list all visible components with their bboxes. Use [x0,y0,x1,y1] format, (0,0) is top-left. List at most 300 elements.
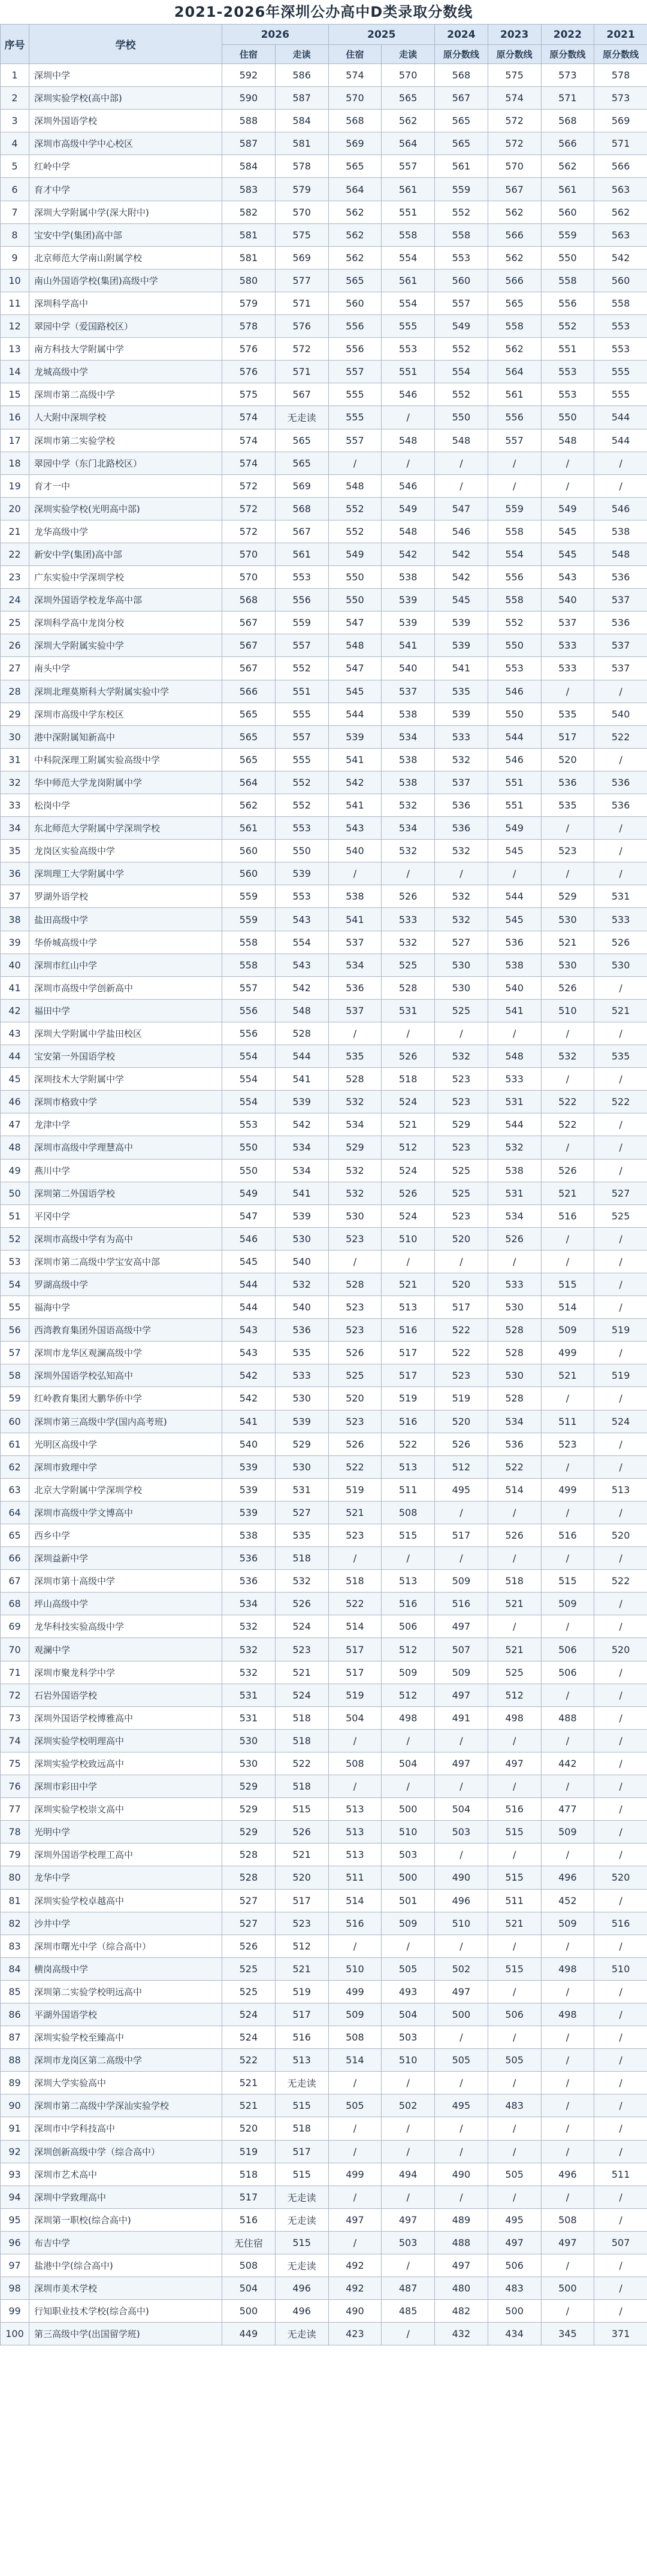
score-2021: 522 [594,725,647,748]
score-2024: 525 [435,999,488,1022]
score-2025-boarding: 532 [328,1091,382,1113]
score-2025-boarding: 538 [328,885,382,908]
table-row [1,1342,647,1364]
score-2023: 512 [488,1684,541,1706]
score-2024: 536 [435,817,488,840]
row-number: 70 [1,1638,29,1661]
school-name: 深圳大学附属中学盐田校区 [29,1022,222,1045]
table-row [1,2231,647,2254]
school-name: 沙井中学 [29,1912,222,1935]
score-2025-day: 528 [382,976,435,999]
school-name: 东北师范大学附属中学深圳学校 [29,817,222,840]
score-2022: 556 [541,292,594,314]
table-row [1,338,647,361]
table-row [1,725,647,748]
subheader-2026-boarding: 住宿 [222,45,276,64]
row-number: 58 [1,1364,29,1387]
score-2022: 549 [541,497,594,520]
score-2026-day: 无走读 [275,2254,328,2277]
score-2026-boarding: 516 [222,2208,276,2231]
score-2023: 566 [488,269,541,292]
score-2025-day: / [382,452,435,474]
score-2026-day: 556 [275,589,328,612]
row-number: 85 [1,1980,29,2003]
score-2025-boarding: 522 [328,1455,382,1478]
score-2025-day: 516 [382,1410,435,1433]
score-2022: / [541,817,594,840]
score-2025-day: / [382,2323,435,2345]
score-2021: / [594,1889,647,1912]
score-2026-boarding: 522 [222,2049,276,2072]
score-2025-day: 564 [382,132,435,155]
score-2021: / [594,1706,647,1729]
row-number: 97 [1,2254,29,2277]
school-name: 南山外国语学校(集团)高级中学 [29,269,222,292]
score-2026-boarding: 532 [222,1661,276,1684]
score-2021: 573 [594,87,647,110]
score-2023: 521 [488,1912,541,1935]
score-2024: 497 [435,1615,488,1638]
score-2026-day: 540 [275,1250,328,1273]
school-name: 人大附中深圳学校 [29,406,222,429]
row-number: 1 [1,64,29,87]
school-name: 第三高级中学(出国留学班) [29,2323,222,2345]
score-2022: 506 [541,1638,594,1661]
score-2021: 530 [594,953,647,976]
score-2022: / [541,1775,594,1798]
school-name: 深圳市红山中学 [29,953,222,976]
score-2021: / [594,1227,647,1250]
score-2025-boarding: 557 [328,361,382,383]
score-2023: 500 [488,2300,541,2323]
row-number: 38 [1,908,29,931]
score-2026-day: 535 [275,1342,328,1364]
score-2025-boarding: 530 [328,1204,382,1227]
score-2026-boarding: 530 [222,1729,276,1752]
score-2026-day: 515 [275,1798,328,1821]
school-name: 燕川中学 [29,1159,222,1182]
row-number: 54 [1,1273,29,1295]
score-2026-boarding: 520 [222,2117,276,2140]
score-2026-day: 522 [275,1752,328,1775]
table-row [1,1068,647,1091]
table-row [1,292,647,314]
score-2024: / [435,474,488,497]
school-name: 福海中学 [29,1296,222,1319]
score-2025-boarding: / [328,2185,382,2208]
score-2022: 509 [541,1319,594,1342]
score-2022: 523 [541,1433,594,1455]
score-2025-boarding: 510 [328,1957,382,1980]
score-2026-day: 534 [275,1136,328,1159]
score-2026-boarding: 504 [222,2277,276,2300]
table-row [1,2208,647,2231]
score-2025-day: / [382,862,435,885]
score-2025-boarding: 423 [328,2323,382,2345]
row-number: 46 [1,1091,29,1113]
school-name: 深圳实验学校至臻高中 [29,2026,222,2049]
table-row [1,657,647,680]
score-2025-boarding: 520 [328,1387,382,1410]
table-row [1,2003,647,2026]
score-2021: / [594,452,647,474]
score-2026-day: 565 [275,452,328,474]
school-name: 龙津中学 [29,1113,222,1136]
score-2022: 523 [541,840,594,862]
school-name: 南方科技大学附属中学 [29,338,222,361]
score-2024: 500 [435,2003,488,2026]
score-2024: 520 [435,1273,488,1295]
row-number: 19 [1,474,29,497]
score-2023: 526 [488,1227,541,1250]
score-2023: 575 [488,64,541,87]
table-row [1,361,647,383]
score-2023: 521 [488,1638,541,1661]
table-row [1,1752,647,1775]
score-2024: 495 [435,1478,488,1501]
score-2026-day: 570 [275,201,328,223]
score-2025-day: 485 [382,2300,435,2323]
score-2025-boarding: 536 [328,976,382,999]
score-2026-boarding: 587 [222,132,276,155]
score-2026-boarding: 588 [222,110,276,132]
score-2022: 521 [541,931,594,953]
row-number: 2 [1,87,29,110]
score-2021: 542 [594,246,647,269]
score-2022: / [541,2140,594,2163]
school-name: 红岭中学 [29,155,222,178]
score-2024: / [435,1844,488,1866]
score-2025-day: 534 [382,725,435,748]
score-2026-day: 541 [275,1182,328,1204]
score-2024: 523 [435,1204,488,1227]
score-2024: 557 [435,292,488,314]
school-name: 深圳外国语学校 [29,110,222,132]
score-2021: / [594,1729,647,1752]
score-2024: 527 [435,931,488,953]
row-number: 86 [1,2003,29,2026]
score-2024: 532 [435,908,488,931]
row-number: 68 [1,1593,29,1615]
score-2025-boarding: 499 [328,1980,382,2003]
score-2025-day: 509 [382,1912,435,1935]
score-2021: / [594,2026,647,2049]
school-name: 深圳实验学校崇文高中 [29,1798,222,1821]
score-2024: 503 [435,1821,488,1844]
score-2025-boarding: 505 [328,2094,382,2117]
score-2023: 545 [488,908,541,931]
score-2026-boarding: 539 [222,1455,276,1478]
score-2025-day: 551 [382,361,435,383]
score-2026-boarding: 566 [222,680,276,703]
row-number: 10 [1,269,29,292]
score-2025-day: 510 [382,2049,435,2072]
score-2025-day: 534 [382,817,435,840]
score-2026-boarding: 567 [222,634,276,657]
row-number: 6 [1,178,29,201]
score-2023: 532 [488,1136,541,1159]
score-2022: 533 [541,657,594,680]
score-2026-boarding: 584 [222,155,276,178]
table-row [1,680,647,703]
header-year-2024: 2024 [435,25,488,45]
score-2025-day: 540 [382,657,435,680]
score-2025-day: 517 [382,1364,435,1387]
score-2021: / [594,1273,647,1295]
table-row [1,862,647,885]
row-number: 77 [1,1798,29,1821]
score-2024: / [435,1022,488,1045]
score-2026-boarding: 560 [222,862,276,885]
score-2021: 537 [594,657,647,680]
score-2023: 536 [488,1433,541,1455]
score-2026-day: 530 [275,1455,328,1478]
score-2024: 520 [435,1410,488,1433]
score-2026-boarding: 592 [222,64,276,87]
score-2025-day: 494 [382,2163,435,2185]
score-2026-day: 584 [275,110,328,132]
school-name: 北京大学附属中学深圳学校 [29,1478,222,1501]
score-2022: 535 [541,794,594,817]
row-number: 37 [1,885,29,908]
score-2024: 488 [435,2231,488,2254]
table-row [1,1182,647,1204]
score-2021: / [594,2254,647,2277]
score-2025-day: 548 [382,520,435,543]
score-2026-day: 无走读 [275,406,328,429]
score-2025-boarding: 519 [328,1684,382,1706]
score-2022: 533 [541,634,594,657]
score-2023: / [488,862,541,885]
score-2026-boarding: 536 [222,1570,276,1593]
school-name: 翠园中学（爱国路校区） [29,315,222,338]
score-2025-day: 554 [382,246,435,269]
score-2026-day: 542 [275,976,328,999]
score-2021: 521 [594,999,647,1022]
score-2025-boarding: 547 [328,657,382,680]
score-2024: 491 [435,1706,488,1729]
score-2023: 558 [488,589,541,612]
score-2025-day: 524 [382,1204,435,1227]
score-2026-day: 586 [275,64,328,87]
score-2025-day: / [382,406,435,429]
score-2026-boarding: 578 [222,315,276,338]
table-row [1,1364,647,1387]
score-2022: 550 [541,246,594,269]
score-2026-boarding: 568 [222,589,276,612]
score-2021: / [594,1615,647,1638]
score-2024: / [435,2072,488,2094]
row-number: 53 [1,1250,29,1273]
score-2021: 563 [594,223,647,246]
school-name: 平冈中学 [29,1204,222,1227]
score-2021: / [594,862,647,885]
score-2022: 566 [541,132,594,155]
score-2026-boarding: 549 [222,1182,276,1204]
score-2024: 567 [435,87,488,110]
score-2024: / [435,1501,488,1524]
score-2026-day: 553 [275,566,328,589]
score-2021: / [594,1775,647,1798]
school-name: 罗湖高级中学 [29,1273,222,1295]
school-name: 华侨城高级中学 [29,931,222,953]
school-name: 松岗中学 [29,794,222,817]
score-2022: 510 [541,999,594,1022]
score-2026-boarding: 553 [222,1113,276,1136]
score-2022: / [541,862,594,885]
score-2024: 525 [435,1182,488,1204]
score-2023: 497 [488,2231,541,2254]
score-2025-boarding: 542 [328,771,382,794]
score-2025-boarding: 522 [328,1593,382,1615]
score-2025-day: 538 [382,771,435,794]
score-2022: 559 [541,223,594,246]
score-2024: 532 [435,748,488,771]
score-2024: / [435,1775,488,1798]
score-2025-day: 532 [382,794,435,817]
score-2022: 520 [541,748,594,771]
row-number: 18 [1,452,29,474]
score-2022: 442 [541,1752,594,1775]
row-number: 80 [1,1866,29,1889]
table-row [1,999,647,1022]
score-2026-boarding: 583 [222,178,276,201]
score-2025-boarding: / [328,862,382,885]
score-2026-day: 518 [275,1775,328,1798]
score-2022: 526 [541,976,594,999]
score-2025-day: 513 [382,1570,435,1593]
score-2024: 516 [435,1593,488,1615]
score-2021: / [594,1593,647,1615]
score-2026-boarding: 570 [222,543,276,565]
score-2025-day: 502 [382,2094,435,2117]
score-2021: 536 [594,612,647,634]
score-2026-day: 579 [275,178,328,201]
school-name: 深圳市聚龙科学中学 [29,1661,222,1684]
row-number: 17 [1,429,29,452]
school-name: 深圳第二外国语学校 [29,1182,222,1204]
table-row [1,1045,647,1068]
score-2025-boarding: 523 [328,1227,382,1250]
school-name: 深圳市第三高级中学(国内高考班) [29,1410,222,1433]
score-2025-boarding: / [328,1022,382,1045]
score-2026-day: 539 [275,862,328,885]
score-2024: 532 [435,1045,488,1068]
score-2021: 563 [594,178,647,201]
school-name: 深圳市高级中学中心校区 [29,132,222,155]
score-2025-day: 501 [382,1889,435,1912]
score-2025-boarding: / [328,2072,382,2094]
score-2024: 517 [435,1524,488,1547]
score-2024: 548 [435,429,488,452]
table-row [1,2323,647,2345]
table-row [1,110,647,132]
score-2024: 523 [435,1068,488,1091]
score-2021: / [594,2208,647,2231]
row-number: 99 [1,2300,29,2323]
score-2025-boarding: 562 [328,223,382,246]
score-2026-day: 571 [275,292,328,314]
score-2026-day: 567 [275,520,328,543]
score-2021: 544 [594,406,647,429]
score-2021: / [594,2140,647,2163]
row-number: 32 [1,771,29,794]
school-name: 深圳市高级中学创新高中 [29,976,222,999]
score-2026-day: 无走读 [275,2185,328,2208]
score-2021: / [594,976,647,999]
row-number: 62 [1,1455,29,1478]
school-name: 深圳外国语学校弘知高中 [29,1364,222,1387]
score-2024: 530 [435,976,488,999]
score-2021: 553 [594,338,647,361]
table-row [1,1661,647,1684]
score-2025-boarding: / [328,1547,382,1570]
score-2023: / [488,474,541,497]
subheader-2022-original: 原分数线 [541,45,594,64]
score-2025-boarding: 517 [328,1661,382,1684]
table-row [1,269,647,292]
row-number: 26 [1,634,29,657]
score-2022: / [541,2072,594,2094]
score-2025-day: 525 [382,953,435,976]
row-number: 43 [1,1022,29,1045]
score-2021: / [594,2003,647,2026]
school-name: 深圳市高级中学理慧高中 [29,1136,222,1159]
row-number: 66 [1,1547,29,1570]
score-2023: 554 [488,543,541,565]
score-2026-day: 542 [275,1113,328,1136]
score-2025-day: 512 [382,1638,435,1661]
score-2022: 496 [541,2163,594,2185]
school-name: 行知职业技术学校(综合高中) [29,2300,222,2323]
score-2026-boarding: 554 [222,1068,276,1091]
score-2026-day: 578 [275,155,328,178]
score-2026-boarding: 546 [222,1227,276,1250]
score-2023: 570 [488,155,541,178]
table-row [1,2049,647,2072]
row-number: 35 [1,840,29,862]
score-2026-day: 517 [275,1889,328,1912]
row-number: 5 [1,155,29,178]
row-number: 81 [1,1889,29,1912]
score-2025-day: 512 [382,1684,435,1706]
school-name: 深圳外国语学校博雅高中 [29,1706,222,1729]
score-2023: 556 [488,406,541,429]
score-2021: 520 [594,1638,647,1661]
school-name: 深圳市艺术高中 [29,2163,222,2185]
score-2022: 530 [541,953,594,976]
header-year-2022: 2022 [541,25,594,45]
score-2022: / [541,2094,594,2117]
score-2026-day: 557 [275,725,328,748]
score-2025-day: 487 [382,2277,435,2300]
school-name: 深圳益新中学 [29,1547,222,1570]
row-number: 92 [1,2140,29,2163]
score-2026-boarding: 554 [222,1045,276,1068]
score-2021: 527 [594,1182,647,1204]
score-2025-boarding: 562 [328,246,382,269]
score-2024: 550 [435,406,488,429]
table-row [1,794,647,817]
row-number: 76 [1,1775,29,1798]
score-2025-boarding: / [328,452,382,474]
score-2023: / [488,2140,541,2163]
score-2026-day: 521 [275,1661,328,1684]
table-row [1,2277,647,2300]
score-2025-boarding: 574 [328,64,382,87]
score-2025-day: 521 [382,1113,435,1136]
score-2022: / [541,474,594,497]
